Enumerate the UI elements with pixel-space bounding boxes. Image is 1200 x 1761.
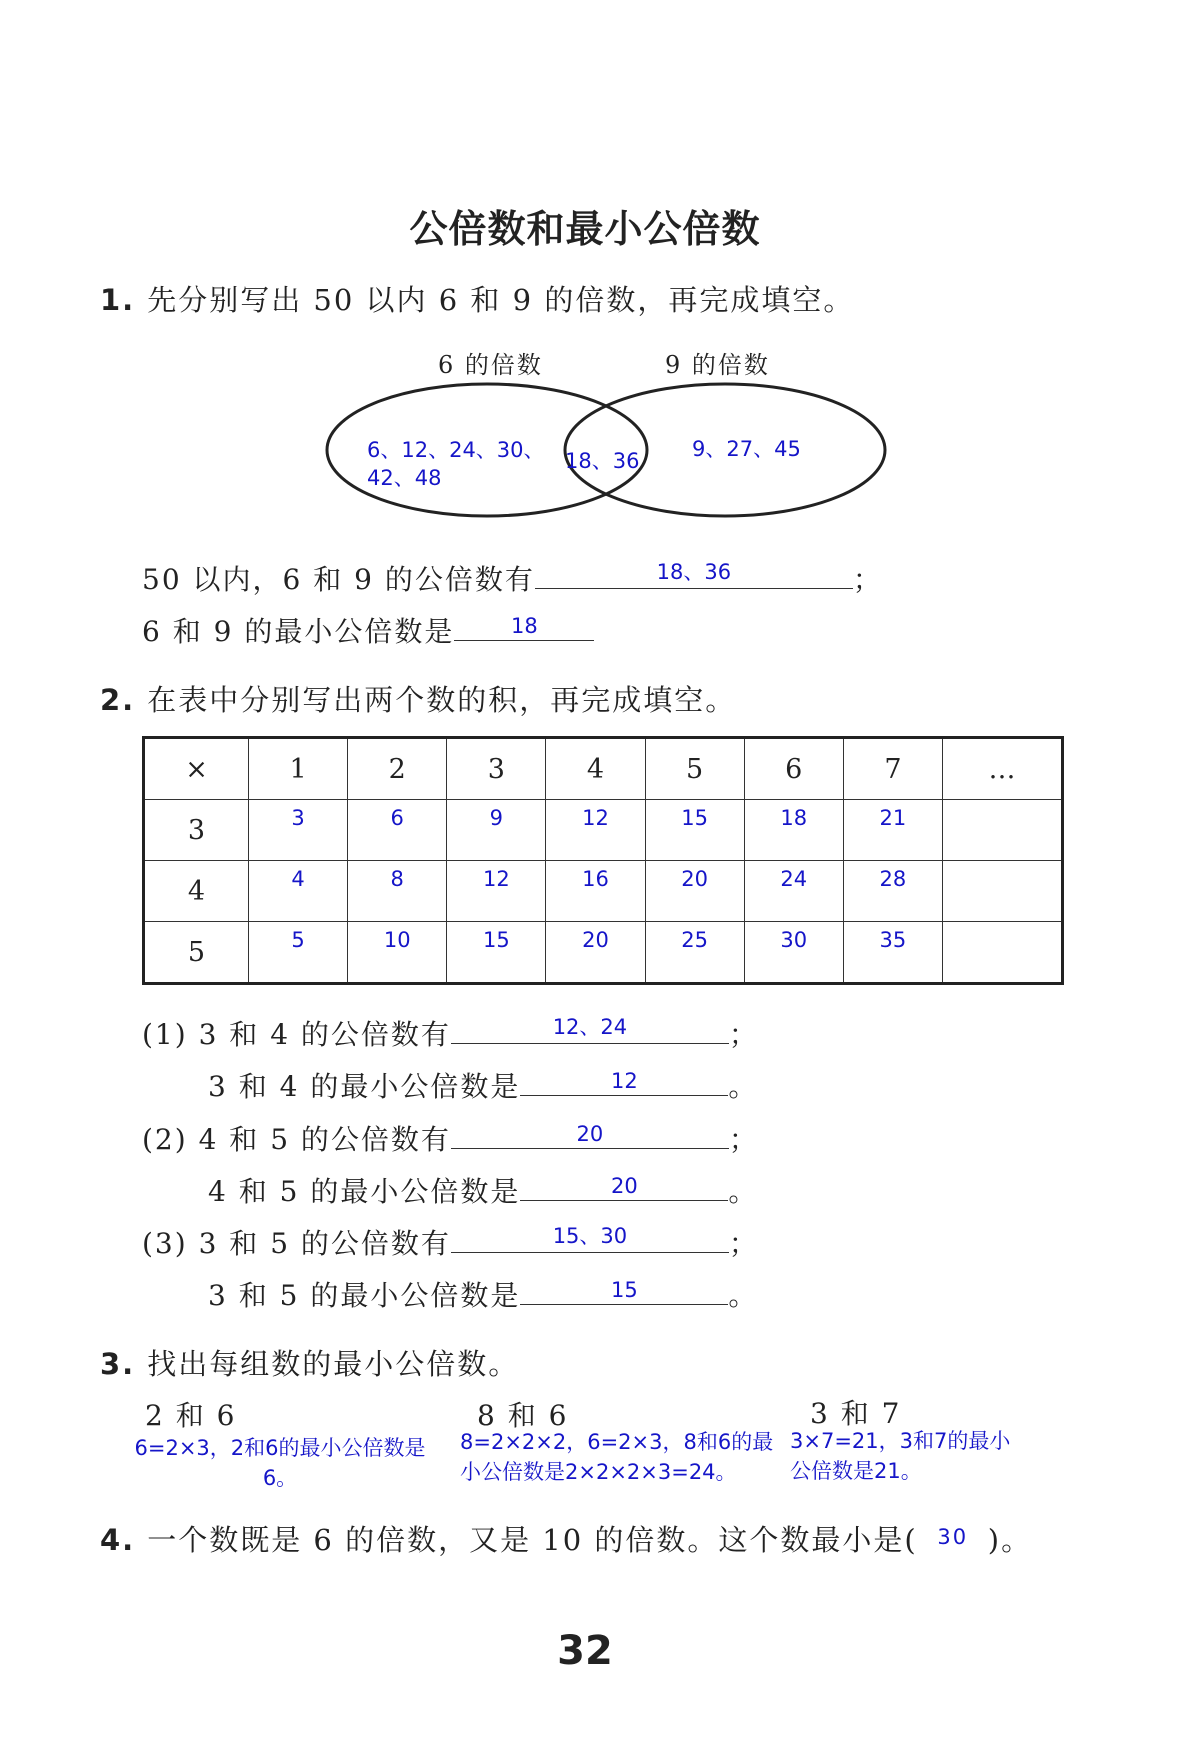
table-cell-answer: 28 xyxy=(879,867,907,891)
table-cell-answer: 20 xyxy=(582,928,609,952)
question-3-text: 找出每组数的最小公倍数。 xyxy=(147,1347,520,1381)
table-cell[interactable] xyxy=(546,861,645,922)
q2-part-common-prefix: 4 和 5 的公倍数有 xyxy=(198,1123,451,1156)
q2-part-tag: (2) xyxy=(142,1123,188,1156)
q3-answer-line: 小公倍数是2×2×2×3=24。 xyxy=(460,1460,737,1484)
q2-part-1-common-blank[interactable] xyxy=(451,1013,729,1044)
q2-part-3-common-answer: 15、30 xyxy=(552,1224,628,1248)
q4-answer-blank[interactable] xyxy=(918,1523,988,1557)
table-cell-answer: 20 xyxy=(681,867,708,891)
table-cell[interactable] xyxy=(249,800,348,861)
table-cell[interactable] xyxy=(645,800,744,861)
q3-group-1-answer xyxy=(120,1433,440,1493)
table-cell[interactable] xyxy=(546,922,645,984)
table-cell[interactable] xyxy=(447,800,546,861)
q2-part-lcm-prefix: 3 和 4 的最小公倍数是 xyxy=(208,1070,521,1103)
question-1-number: 1. xyxy=(100,283,136,317)
q3-group-label: 8 和 6 xyxy=(477,1399,569,1432)
q2-part-tag: (1) xyxy=(142,1018,188,1051)
table-cell-answer: 25 xyxy=(681,928,708,952)
q2-part-1-lcm-answer: 12 xyxy=(610,1069,638,1093)
q1-fill-common-suffix: ； xyxy=(852,563,883,596)
q1-lcm-answer: 18 xyxy=(510,614,538,638)
q2-part-2-common xyxy=(142,1118,759,1158)
table-cell-answer: 12 xyxy=(582,806,609,830)
q3-group-3-answer xyxy=(790,1426,1010,1486)
q2-semicolon: ； xyxy=(728,1227,759,1260)
question-4-text: 一个数既是 6 的倍数，又是 10 的倍数。这个数最小是( xyxy=(147,1523,918,1557)
q3-answer-line: 6=2×3，2和6的最小公倍数是 xyxy=(134,1436,426,1460)
table-row-label: 4 xyxy=(144,861,249,922)
q2-part-lcm-prefix: 3 和 5 的最小公倍数是 xyxy=(208,1279,521,1312)
question-2 xyxy=(100,678,736,719)
q2-part-1-common-answer: 12、24 xyxy=(552,1015,628,1039)
table-cell-answer: 8 xyxy=(390,867,404,891)
table-cell[interactable] xyxy=(744,861,843,922)
q2-part-1-common xyxy=(142,1013,759,1053)
table-header-cell: … xyxy=(943,738,1063,800)
q1-common-blank[interactable] xyxy=(535,558,853,589)
table-cell[interactable] xyxy=(348,800,447,861)
q3-answer-line: 公倍数是21。 xyxy=(790,1459,922,1483)
q3-group-label: 2 和 6 xyxy=(145,1399,237,1432)
table-cell-answer: 3 xyxy=(291,806,305,830)
table-header-cell: 3 xyxy=(447,738,546,800)
table-cell-answer: 18 xyxy=(780,806,808,830)
table-cell[interactable] xyxy=(943,800,1063,861)
q2-part-3-lcm-answer: 15 xyxy=(610,1278,638,1302)
table-header-row xyxy=(144,738,1063,800)
table-cell[interactable] xyxy=(447,861,546,922)
table-cell-answer: 30 xyxy=(780,928,808,952)
venn-left-only-line2: 42、48 xyxy=(367,466,442,490)
table-cell[interactable] xyxy=(943,922,1063,984)
table-corner: × xyxy=(144,738,249,800)
table-cell-answer: 9 xyxy=(489,806,504,830)
q4-answer: 30 xyxy=(937,1525,969,1549)
q2-part-2-lcm-blank[interactable] xyxy=(520,1170,728,1201)
q2-period: 。 xyxy=(728,1070,759,1103)
table-cell-answer: 10 xyxy=(383,928,411,952)
table-cell[interactable] xyxy=(348,922,447,984)
q2-semicolon: ； xyxy=(728,1018,759,1051)
table-row xyxy=(144,800,1063,861)
table-cell[interactable] xyxy=(843,922,942,984)
question-1-text: 先分别写出 50 以内 6 和 9 的倍数，再完成填空。 xyxy=(147,283,855,317)
q2-part-3-common-blank[interactable] xyxy=(451,1222,729,1253)
table-cell[interactable] xyxy=(546,800,645,861)
question-3-number: 3. xyxy=(100,1347,136,1381)
table-cell[interactable] xyxy=(744,800,843,861)
q2-part-lcm-prefix: 4 和 5 的最小公倍数是 xyxy=(208,1175,521,1208)
table-header-cell: 2 xyxy=(348,738,447,800)
q3-group-2-answer xyxy=(460,1427,773,1487)
question-2-number: 2. xyxy=(100,683,136,717)
question-4-number: 4. xyxy=(100,1523,136,1557)
table-header-cell: 5 xyxy=(645,738,744,800)
table-row-label: 5 xyxy=(144,922,249,984)
table-cell-answer: 21 xyxy=(879,806,907,830)
q3-answer-line: 3×7=21，3和7的最小 xyxy=(790,1429,1011,1453)
table-cell-answer: 12 xyxy=(482,867,510,891)
table-cell-answer: 24 xyxy=(780,867,808,891)
table-cell[interactable] xyxy=(744,922,843,984)
question-4-close: )。 xyxy=(987,1523,1033,1557)
q1-lcm-blank[interactable] xyxy=(454,610,594,641)
q2-part-2-lcm-answer: 20 xyxy=(610,1174,638,1198)
q2-part-1-lcm-blank[interactable] xyxy=(520,1065,728,1096)
question-3 xyxy=(100,1342,519,1383)
q2-part-2-common-blank[interactable] xyxy=(451,1118,729,1149)
table-cell[interactable] xyxy=(249,922,348,984)
table-cell-answer: 35 xyxy=(879,928,907,952)
q2-semicolon: ； xyxy=(728,1123,759,1156)
venn-right-label: 9 的倍数 xyxy=(665,351,770,379)
q2-part-common-prefix: 3 和 5 的公倍数有 xyxy=(198,1227,451,1260)
table-cell[interactable] xyxy=(249,861,348,922)
question-1 xyxy=(100,278,854,319)
venn-left-label: 6 的倍数 xyxy=(438,351,543,379)
q1-common-answer: 18、36 xyxy=(656,560,732,584)
table-header-cell: 1 xyxy=(249,738,348,800)
table-cell[interactable] xyxy=(645,922,744,984)
q2-part-common-prefix: 3 和 4 的公倍数有 xyxy=(198,1018,451,1051)
q2-part-3-lcm-blank[interactable] xyxy=(520,1274,728,1305)
table-cell-answer: 5 xyxy=(291,928,305,952)
table-row-label: 3 xyxy=(144,800,249,861)
table-cell[interactable] xyxy=(447,922,546,984)
table-cell[interactable] xyxy=(348,861,447,922)
q3-answer-line: 8=2×2×2，6=2×3，8和6的最 xyxy=(460,1430,774,1454)
multiplication-table xyxy=(142,736,1064,985)
q1-fill-common xyxy=(142,558,883,598)
q3-answer-line: 6。 xyxy=(262,1466,298,1490)
q1-fill-common-prefix: 50 以内，6 和 9 的公倍数有 xyxy=(142,563,535,596)
table-cell[interactable] xyxy=(843,861,942,922)
q2-part-3-common xyxy=(142,1222,759,1262)
table-cell[interactable] xyxy=(645,861,744,922)
venn-right-only: 9、27、45 xyxy=(692,437,801,461)
table-header-cell: 7 xyxy=(843,738,942,800)
table-cell-answer: 4 xyxy=(291,867,305,891)
q1-fill-lcm xyxy=(142,610,594,650)
venn-left-only-line1: 6、12、24、30、 xyxy=(367,438,545,462)
table-header-cell: 6 xyxy=(744,738,843,800)
q2-period: 。 xyxy=(728,1279,759,1312)
q1-fill-lcm-prefix: 6 和 9 的最小公倍数是 xyxy=(142,615,455,648)
venn-intersection: 18、36 xyxy=(565,449,640,473)
page-number: 32 xyxy=(557,1628,613,1674)
question-2-text: 在表中分别写出两个数的积，再完成填空。 xyxy=(147,683,737,717)
q2-part-3-lcm xyxy=(208,1274,758,1314)
table-cell-answer: 15 xyxy=(482,928,510,952)
table-cell[interactable] xyxy=(843,800,942,861)
table-cell[interactable] xyxy=(943,861,1063,922)
table-row xyxy=(144,861,1063,922)
q2-period: 。 xyxy=(728,1175,759,1208)
page-title: 公倍数和最小公倍数 xyxy=(409,207,761,251)
table-header-cell: 4 xyxy=(546,738,645,800)
q2-part-1-lcm xyxy=(208,1065,758,1105)
table-cell-answer: 6 xyxy=(390,806,404,830)
q3-group-label: 3 和 7 xyxy=(810,1397,902,1430)
table-cell-answer: 16 xyxy=(582,867,609,891)
question-4 xyxy=(100,1518,1032,1559)
q2-part-2-common-answer: 20 xyxy=(576,1122,604,1146)
table-row xyxy=(144,922,1063,984)
q2-part-tag: (3) xyxy=(142,1227,188,1260)
q2-part-2-lcm xyxy=(208,1170,758,1210)
table-cell-answer: 15 xyxy=(681,806,708,830)
